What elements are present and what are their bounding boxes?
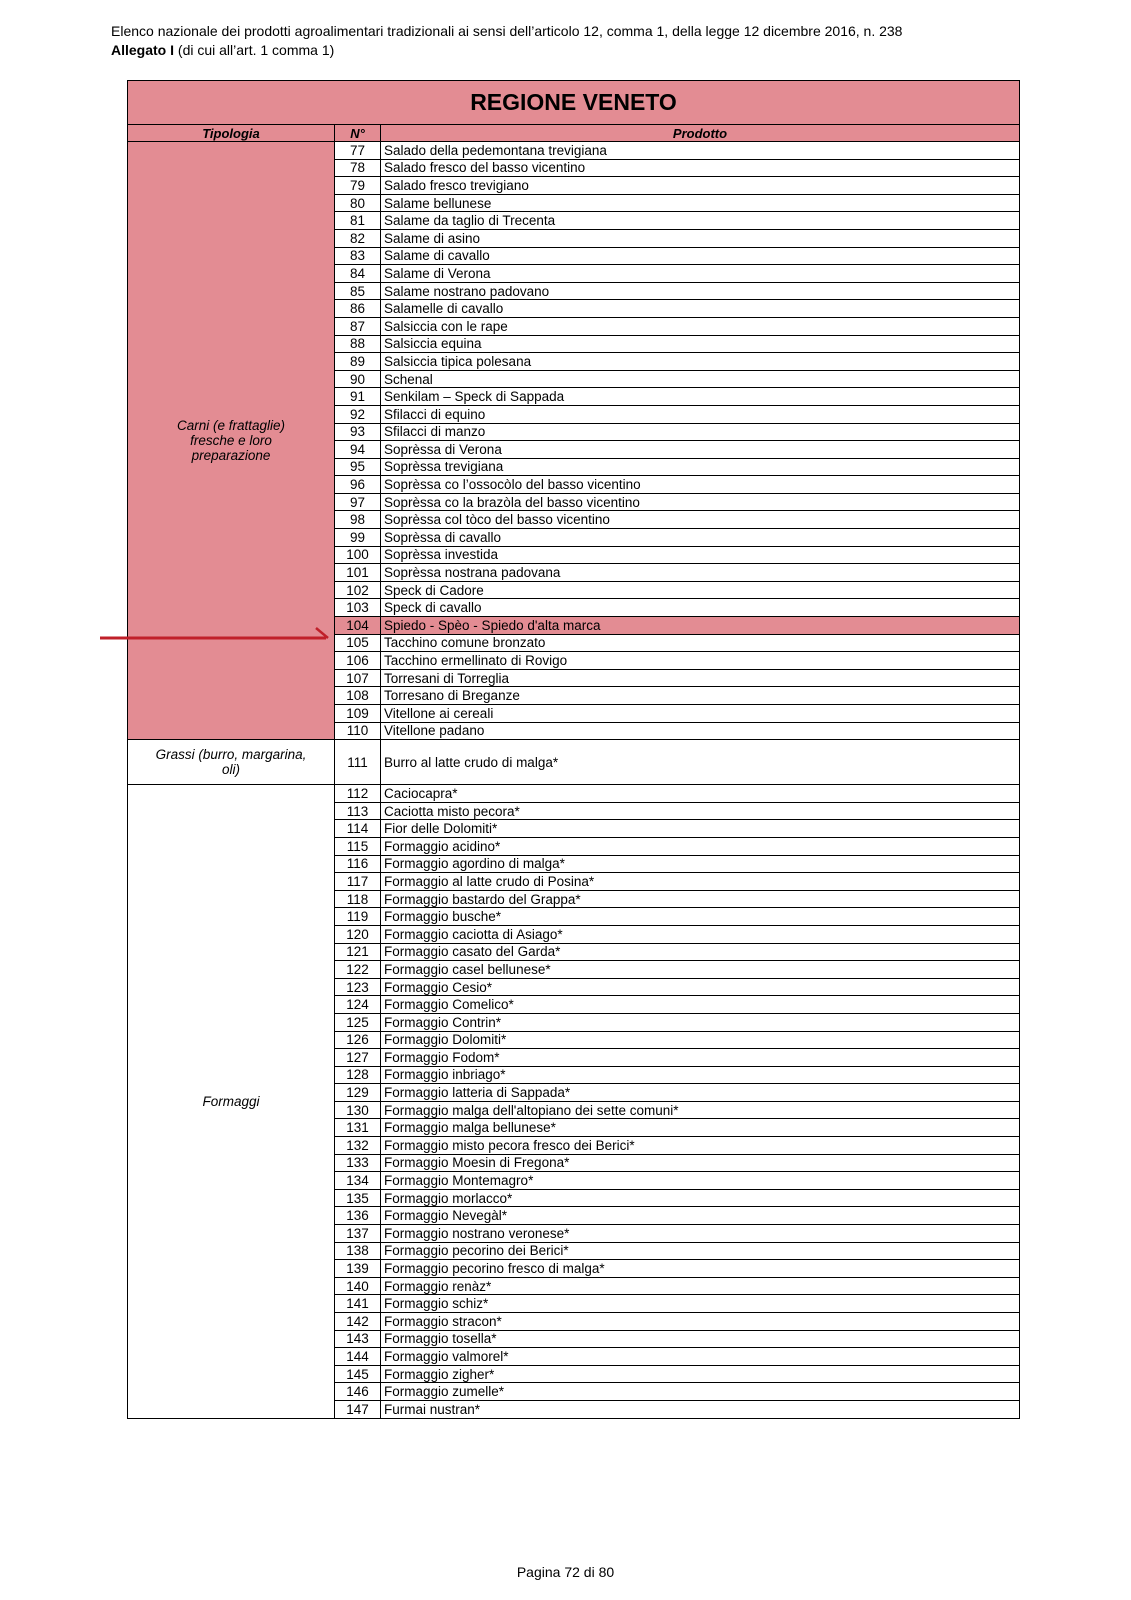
row-number: 91 <box>335 388 381 406</box>
column-header-number: N° <box>335 125 381 142</box>
column-header-tipologia: Tipologia <box>128 125 335 142</box>
row-number: 116 <box>335 855 381 873</box>
row-number: 142 <box>335 1313 381 1331</box>
row-product: Salame bellunese <box>381 194 1020 212</box>
row-product: Burro al latte crudo di malga* <box>381 740 1020 785</box>
row-number: 117 <box>335 873 381 891</box>
row-number: 96 <box>335 476 381 494</box>
row-product: Soprèssa nostrana padovana <box>381 564 1020 582</box>
allegato-label: Allegato I <box>111 42 175 58</box>
row-product: Formaggio zigher* <box>381 1365 1020 1383</box>
row-product: Salsiccia tipica polesana <box>381 353 1020 371</box>
row-number: 139 <box>335 1260 381 1278</box>
row-number: 141 <box>335 1295 381 1313</box>
row-number: 95 <box>335 458 381 476</box>
row-product: Speck di Cadore <box>381 581 1020 599</box>
row-product: Speck di cavallo <box>381 599 1020 617</box>
row-product: Spiedo - Spèo - Spiedo d'alta marca <box>381 617 1020 635</box>
row-product: Furmai nustran* <box>381 1400 1020 1418</box>
row-number: 119 <box>335 908 381 926</box>
row-number: 131 <box>335 1119 381 1137</box>
row-product: Salsiccia con le rape <box>381 317 1020 335</box>
row-number: 103 <box>335 599 381 617</box>
row-product: Soprèssa co l’ossocòlo del basso vicentino <box>381 476 1020 494</box>
row-number: 84 <box>335 265 381 283</box>
row-number: 87 <box>335 317 381 335</box>
row-number: 122 <box>335 961 381 979</box>
row-number: 136 <box>335 1207 381 1225</box>
row-product: Torresano di Breganze <box>381 687 1020 705</box>
row-product: Caciocapra* <box>381 785 1020 803</box>
column-header-prodotto: Prodotto <box>381 125 1020 142</box>
region-title: REGIONE VENETO <box>128 81 1020 125</box>
row-product: Formaggio Fodom* <box>381 1049 1020 1067</box>
row-number: 121 <box>335 943 381 961</box>
row-number: 124 <box>335 996 381 1014</box>
row-number: 115 <box>335 837 381 855</box>
row-product: Salame di asino <box>381 229 1020 247</box>
row-number: 146 <box>335 1383 381 1401</box>
row-number: 80 <box>335 194 381 212</box>
row-number: 128 <box>335 1066 381 1084</box>
row-number: 133 <box>335 1154 381 1172</box>
row-product: Soprèssa investida <box>381 546 1020 564</box>
row-number: 107 <box>335 669 381 687</box>
row-product: Formaggio Montemagro* <box>381 1172 1020 1190</box>
row-product: Tacchino comune bronzato <box>381 634 1020 652</box>
row-product: Sfilacci di equino <box>381 405 1020 423</box>
row-product: Salado fresco del basso vicentino <box>381 159 1020 177</box>
row-number: 82 <box>335 229 381 247</box>
category-cell: Grassi (burro, margarina, oli) <box>128 740 335 785</box>
row-product: Formaggio nostrano veronese* <box>381 1225 1020 1243</box>
row-product: Formaggio malga bellunese* <box>381 1119 1020 1137</box>
row-number: 120 <box>335 925 381 943</box>
row-number: 145 <box>335 1365 381 1383</box>
row-product: Formaggio latteria di Sappada* <box>381 1084 1020 1102</box>
row-number: 106 <box>335 652 381 670</box>
row-number: 105 <box>335 634 381 652</box>
row-product: Caciotta misto pecora* <box>381 802 1020 820</box>
row-product: Formaggio Dolomiti* <box>381 1031 1020 1049</box>
row-number: 125 <box>335 1013 381 1031</box>
row-number: 135 <box>335 1189 381 1207</box>
category-cell: Formaggi <box>128 785 335 1418</box>
row-number: 77 <box>335 142 381 160</box>
row-number: 81 <box>335 212 381 230</box>
row-product: Salsiccia equina <box>381 335 1020 353</box>
row-product: Formaggio casel bellunese* <box>381 961 1020 979</box>
row-number: 100 <box>335 546 381 564</box>
row-number: 79 <box>335 177 381 195</box>
row-product: Formaggio morlacco* <box>381 1189 1020 1207</box>
row-product: Soprèssa trevigiana <box>381 458 1020 476</box>
row-number: 108 <box>335 687 381 705</box>
row-number: 94 <box>335 441 381 459</box>
row-number: 101 <box>335 564 381 582</box>
row-product: Formaggio pecorino fresco di malga* <box>381 1260 1020 1278</box>
row-product: Formaggio inbriago* <box>381 1066 1020 1084</box>
row-number: 132 <box>335 1137 381 1155</box>
row-product: Formaggio Cesio* <box>381 978 1020 996</box>
row-product: Salamelle di cavallo <box>381 300 1020 318</box>
row-number: 109 <box>335 705 381 723</box>
row-product: Formaggio malga dell'altopiano dei sette comuni* <box>381 1101 1020 1119</box>
row-number: 126 <box>335 1031 381 1049</box>
row-product: Fior delle Dolomiti* <box>381 820 1020 838</box>
row-product: Formaggio Comelico* <box>381 996 1020 1014</box>
row-number: 90 <box>335 370 381 388</box>
row-product: Formaggio agordino di malga* <box>381 855 1020 873</box>
row-number: 97 <box>335 493 381 511</box>
row-number: 88 <box>335 335 381 353</box>
row-number: 98 <box>335 511 381 529</box>
row-product: Formaggio valmorel* <box>381 1348 1020 1366</box>
row-product: Sfilacci di manzo <box>381 423 1020 441</box>
row-number: 129 <box>335 1084 381 1102</box>
row-product: Torresani di Torreglia <box>381 669 1020 687</box>
row-number: 83 <box>335 247 381 265</box>
row-product: Formaggio al latte crudo di Posina* <box>381 873 1020 891</box>
row-number: 99 <box>335 529 381 547</box>
row-number: 112 <box>335 785 381 803</box>
row-number: 93 <box>335 423 381 441</box>
row-number: 138 <box>335 1242 381 1260</box>
row-product: Formaggio schiz* <box>381 1295 1020 1313</box>
page-footer: Pagina 72 di 80 <box>516 1564 615 1580</box>
row-product: Soprèssa di Verona <box>381 441 1020 459</box>
row-product: Salado fresco trevigiano <box>381 177 1020 195</box>
row-number: 118 <box>335 890 381 908</box>
category-cell: Carni (e frattaglie) fresche e loro preparazione <box>128 142 335 740</box>
row-number: 104 <box>335 617 381 635</box>
row-number: 78 <box>335 159 381 177</box>
row-product: Salame nostrano padovano <box>381 282 1020 300</box>
row-product: Formaggio Contrin* <box>381 1013 1020 1031</box>
row-product: Vitellone ai cereali <box>381 705 1020 723</box>
row-product: Formaggio misto pecora fresco dei Berici* <box>381 1137 1020 1155</box>
row-number: 92 <box>335 405 381 423</box>
row-product: Formaggio casato del Garda* <box>381 943 1020 961</box>
row-number: 144 <box>335 1348 381 1366</box>
row-number: 85 <box>335 282 381 300</box>
row-product: Salame di cavallo <box>381 247 1020 265</box>
row-number: 114 <box>335 820 381 838</box>
row-product: Formaggio acidino* <box>381 837 1020 855</box>
row-product: Salado della pedemontana trevigiana <box>381 142 1020 160</box>
row-product: Formaggio zumelle* <box>381 1383 1020 1401</box>
row-product: Formaggio Moesin di Fregona* <box>381 1154 1020 1172</box>
row-product: Vitellone padano <box>381 722 1020 740</box>
row-product: Soprèssa co la brazòla del basso vicentino <box>381 493 1020 511</box>
header-title: Elenco nazionale dei prodotti agroalimentari tradizionali ai sensi dell’articolo 12, comma 1, della legge 12 dicembre 2016, n. 238 <box>111 23 903 39</box>
row-number: 140 <box>335 1277 381 1295</box>
row-number: 127 <box>335 1049 381 1067</box>
row-number: 113 <box>335 802 381 820</box>
row-number: 123 <box>335 978 381 996</box>
row-number: 137 <box>335 1225 381 1243</box>
row-number: 143 <box>335 1330 381 1348</box>
row-product: Soprèssa di cavallo <box>381 529 1020 547</box>
row-product: Formaggio caciotta di Asiago* <box>381 925 1020 943</box>
row-product: Formaggio tosella* <box>381 1330 1020 1348</box>
row-product: Formaggio renàz* <box>381 1277 1020 1295</box>
row-product: Soprèssa col tòco del basso vicentino <box>381 511 1020 529</box>
row-product: Salame da taglio di Trecenta <box>381 212 1020 230</box>
row-number: 110 <box>335 722 381 740</box>
row-product: Formaggio Nevegàl* <box>381 1207 1020 1225</box>
row-number: 130 <box>335 1101 381 1119</box>
row-product: Formaggio pecorino dei Berici* <box>381 1242 1020 1260</box>
row-number: 86 <box>335 300 381 318</box>
row-number: 111 <box>335 740 381 785</box>
table-row <box>128 785 1020 803</box>
row-product: Formaggio busche* <box>381 908 1020 926</box>
row-product: Formaggio bastardo del Grappa* <box>381 890 1020 908</box>
row-product: Tacchino ermellinato di Rovigo <box>381 652 1020 670</box>
highlight-arrow-icon <box>0 0 340 660</box>
row-product: Senkilam – Speck di Sappada <box>381 388 1020 406</box>
allegato-note: (di cui all’art. 1 comma 1) <box>174 42 335 58</box>
table-row <box>128 740 1020 785</box>
row-product: Schenal <box>381 370 1020 388</box>
row-number: 134 <box>335 1172 381 1190</box>
row-product: Salame di Verona <box>381 265 1020 283</box>
row-number: 89 <box>335 353 381 371</box>
row-product: Formaggio stracon* <box>381 1313 1020 1331</box>
row-number: 147 <box>335 1400 381 1418</box>
row-number: 102 <box>335 581 381 599</box>
